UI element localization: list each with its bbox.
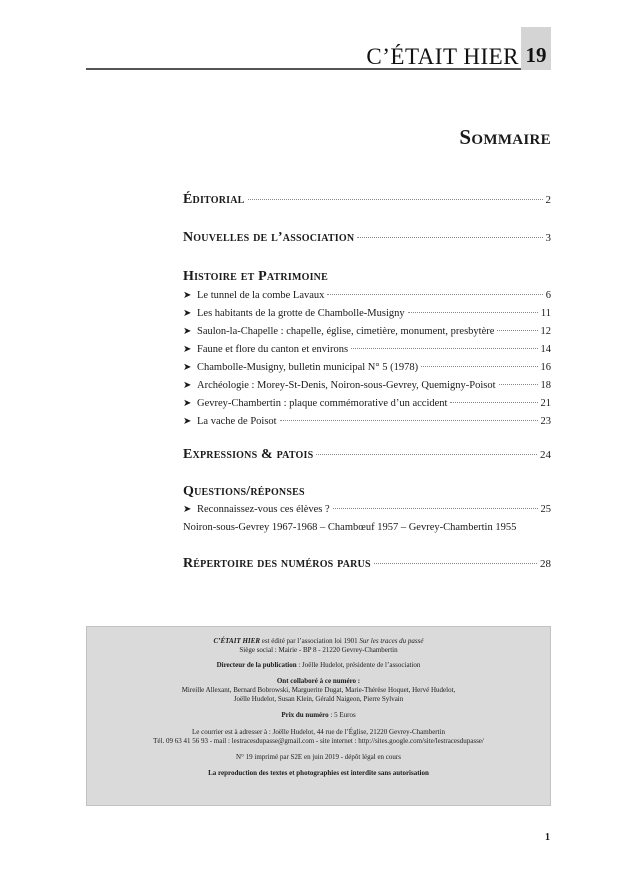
arrow-icon: ➤: [183, 380, 192, 391]
toc-item[interactable]: [183, 362, 551, 373]
toc-item[interactable]: [183, 416, 551, 427]
toc-page-number: 14: [540, 344, 551, 355]
arrow-icon: ➤: [183, 504, 192, 515]
toc-section-editorial[interactable]: [183, 192, 551, 208]
arrow-icon: ➤: [183, 308, 192, 319]
colophon-siege: Siège social : Mairie - BP 8 - 21220 Gevrey-Chambertin: [239, 646, 398, 654]
arrow-icon: ➤: [183, 398, 192, 409]
arrow-icon: ➤: [183, 326, 192, 337]
toc-section-repertoire[interactable]: [183, 556, 551, 572]
toc-item-label: Gevrey-Chambertin : plaque commémorative d’un accident: [197, 398, 448, 409]
dot-leader: [327, 294, 542, 295]
issue-number-box: [521, 27, 551, 70]
toc-page-number: 24: [540, 449, 551, 461]
toc-section-label: Répertoire des numéros parus: [183, 556, 371, 571]
arrow-icon: ➤: [183, 344, 192, 355]
toc-page-number: 18: [540, 380, 551, 391]
toc-section-label: Questions/réponses: [183, 484, 305, 499]
sommaire-title: Sommaire: [459, 125, 551, 149]
toc-item[interactable]: [183, 326, 551, 337]
toc-section-expressions[interactable]: [183, 447, 551, 463]
toc-section-label: Histoire et Patrimoine: [183, 269, 328, 284]
colophon-director: Directeur de la publication : Joëlle Hudelot, présidente de l’association: [216, 661, 421, 669]
toc-page-number: 3: [545, 232, 551, 244]
toc-item-label: Saulon-la-Chapelle : chapelle, église, cimetière, monument, presbytère: [197, 326, 495, 337]
dot-leader: [333, 508, 538, 509]
toc-page-number: 6: [545, 290, 551, 301]
colophon-box: [86, 626, 551, 806]
toc-item[interactable]: [183, 344, 551, 355]
dot-leader: [408, 312, 538, 313]
dot-leader: [280, 420, 538, 421]
toc-section-histoire[interactable]: [183, 269, 551, 285]
toc-section-label: Éditorial: [183, 192, 245, 207]
toc-item-label: La vache de Poisot: [197, 416, 277, 427]
dot-leader: [351, 348, 537, 349]
toc-item[interactable]: [183, 380, 551, 391]
toc-item[interactable]: [183, 504, 551, 515]
colophon-reproduction: La reproduction des textes et photographies est interdite sans autorisation: [208, 769, 429, 777]
toc-item[interactable]: [183, 290, 551, 301]
toc-page-number: 21: [540, 398, 551, 409]
toc-section-label: Expressions & patois: [183, 447, 314, 462]
colophon-collab-line1: Mireille Allexant, Bernard Bobrowski, Marguerite Dugat, Marie-Thérèse Hoquet, Hervé Hudelot,: [181, 686, 456, 694]
toc-page-number: 11: [540, 308, 551, 319]
colophon-courrier: Le courrier est à adresser à : Joëlle Hudelot, 44 rue de l’Église, 21220 Gevrey-Chambertin: [191, 728, 446, 736]
dot-leader: [374, 563, 537, 564]
questions-subline: Noiron-sous-Gevrey 1967-1968 – Chambœuf 1957 – Gevrey-Chambertin 1955: [183, 522, 517, 533]
toc-section-label: Nouvelles de l’association: [183, 230, 355, 245]
toc-item-label: Chambolle-Musigny, bulletin municipal N° 5 (1978): [197, 362, 419, 373]
toc-page-number: 16: [540, 362, 551, 373]
toc-page-number: 23: [540, 416, 551, 427]
arrow-icon: ➤: [183, 416, 192, 427]
colophon-publisher: C’ÉTAIT HIER est édité par l’association loi 1901 Sur les traces du passé: [213, 637, 424, 645]
toc-item-label: Reconnaissez-vous ces élèves ?: [197, 504, 330, 515]
toc-page-number: 12: [540, 326, 551, 337]
toc-item[interactable]: [183, 398, 551, 409]
dot-leader: [316, 454, 537, 455]
toc-item-label: Les habitants de la grotte de Chambolle-Musigny: [197, 308, 405, 319]
arrow-icon: ➤: [183, 362, 192, 373]
toc-page-number: 28: [540, 558, 551, 570]
toc-item-label: Faune et flore du canton et environs: [197, 344, 349, 355]
colophon-collab-line2: Joëlle Hudelot, Susan Klein, Gérald Naigeon, Pierre Sylvain: [233, 695, 404, 703]
toc-section-nouvelles[interactable]: [183, 230, 551, 246]
toc-item-label: Le tunnel de la combe Lavaux: [197, 290, 325, 301]
dot-leader: [421, 366, 537, 367]
toc-item-label: Archéologie : Morey-St-Denis, Noiron-sous-Gevrey, Quemigny-Poisot: [197, 380, 496, 391]
colophon-print-info: N° 19 imprimé par S2E en juin 2019 - dépôt légal en cours: [236, 753, 401, 761]
issue-number: 19: [525, 43, 547, 67]
colophon-contact: Tél. 09 63 41 56 93 - mail : lestracesdupasse@gmail.com - site internet : http://sites.google.com/site/lestracesdupasse/: [153, 737, 484, 745]
arrow-icon: ➤: [183, 290, 192, 301]
dot-leader: [450, 402, 537, 403]
dot-leader: [248, 199, 543, 200]
toc-section-questions[interactable]: [183, 484, 551, 500]
colophon-collab-label: Ont collaboré à ce numéro :: [276, 677, 361, 685]
page-number: 1: [545, 832, 550, 843]
colophon-price: Prix du numéro : 5 Euros: [281, 711, 356, 719]
dot-leader: [499, 384, 538, 385]
toc-item[interactable]: [183, 308, 551, 319]
toc-page-number: 2: [545, 194, 551, 206]
dot-leader: [497, 330, 537, 331]
header-title: C’ÉTAIT HIER: [366, 44, 519, 69]
toc-page-number: 25: [540, 504, 551, 515]
dot-leader: [357, 237, 542, 238]
